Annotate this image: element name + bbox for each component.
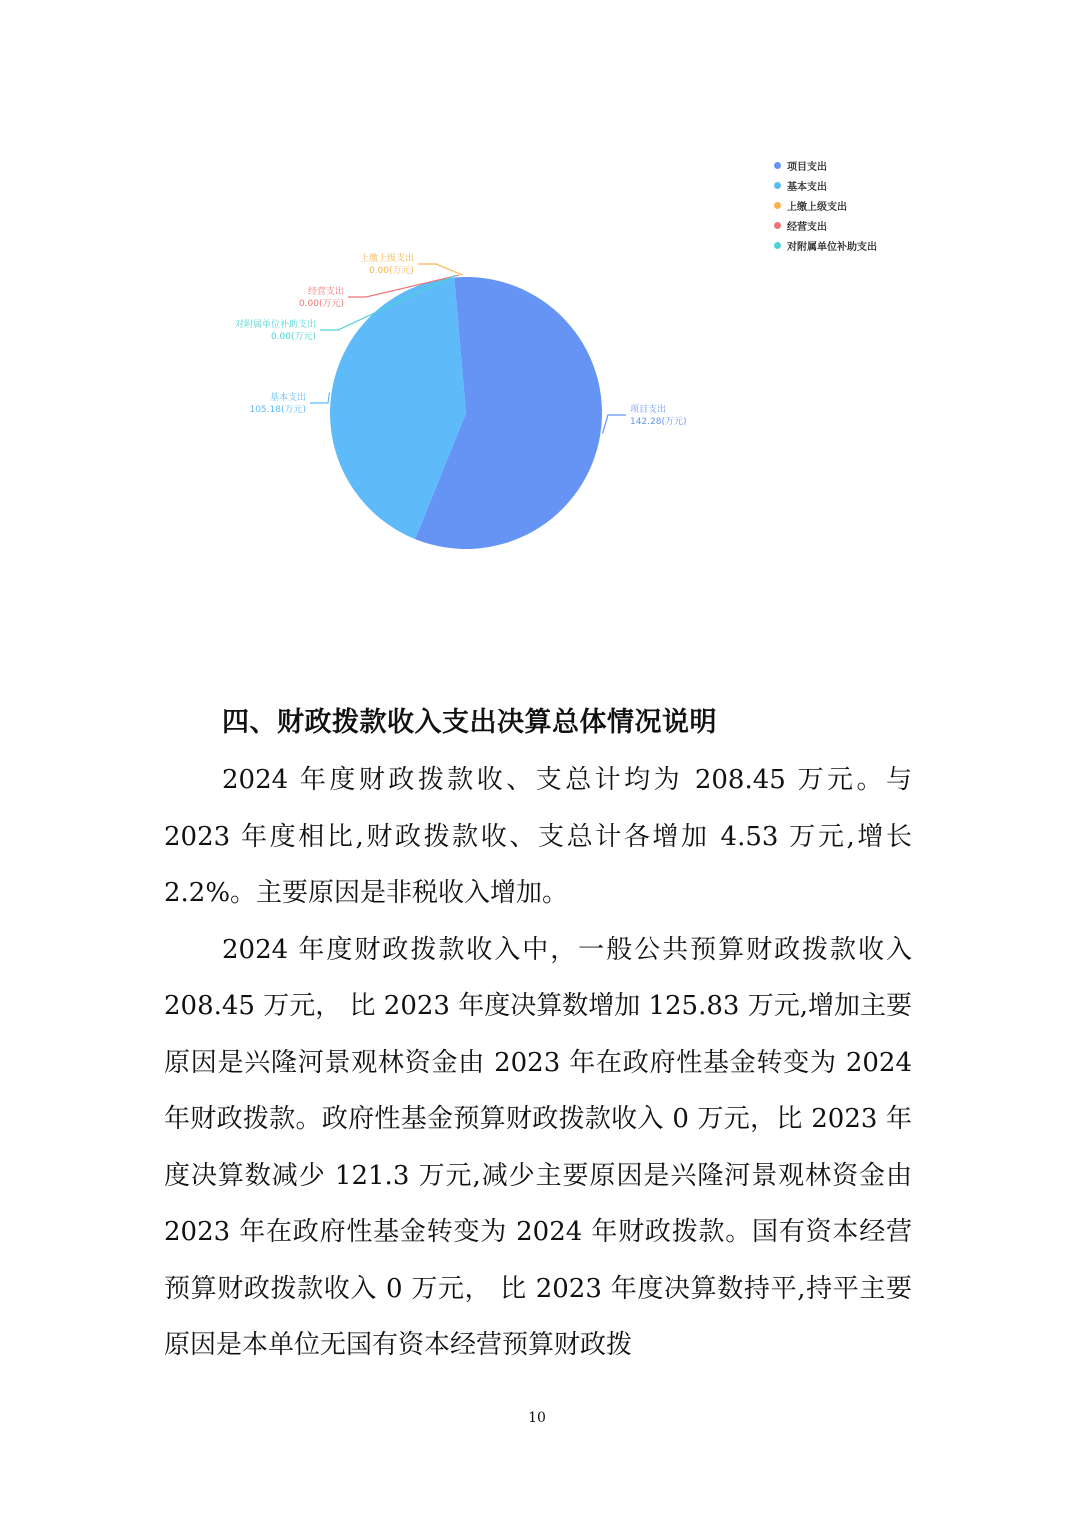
- paragraph: 2024 年度财政拨款收入中，一般公共预算财政拨款收入 208.45 万元， 比 2023 年度决算数增加 125.83 万元,增加主要原因是兴隆河景观林资金由 2023 年在政府性基金转变为 2024 年财政拨款。政府性基金预算财政拨款收入 0 万元，比 2023 年度决算数减少 121.3 万元,减少主要原因是兴隆河景观林资金由 2023 年在政府性基金转变为 2024 年财政拨款。国有资本经营预算财政拨款收入 0 万元， 比 2023 年度决算数持平,持平主要原因是本单位无国有资本经营预算财政拨: [164, 934, 912, 1360]
- slice-name-label: 经营支出: [307, 287, 344, 297]
- pie-chart: [0, 0, 1074, 640]
- legend-item-remit[interactable]: [774, 195, 877, 215]
- chart-legend: [774, 155, 877, 255]
- slice-name-label: 对附属单位补助支出: [234, 320, 316, 330]
- paragraph: 2024 年度财政拨款收、支总计均为 208.45 万元。与 2023 年度相比,财政拨款收、支总计各增加 4.53 万元,增长 2.2%。主要原因是非税收入增加。: [164, 765, 912, 908]
- legend-item-operating[interactable]: [774, 215, 877, 235]
- legend-item-subsidy[interactable]: [774, 235, 877, 255]
- slice-value-label: 0.00(万元): [270, 332, 316, 342]
- section-heading: 四、财政拨款收入支出决算总体情况说明: [222, 707, 717, 738]
- page-number: 10: [528, 1410, 546, 1426]
- legend-label: 项目支出: [787, 161, 827, 173]
- legend-label: 基本支出: [787, 181, 827, 193]
- legend-label: 上缴上级支出: [787, 201, 847, 213]
- legend-dot: [774, 202, 781, 209]
- slice-name-label: 基本支出: [269, 393, 306, 403]
- legend-item-project[interactable]: [774, 155, 877, 175]
- slice-name-label: 上缴上级支出: [359, 254, 414, 264]
- legend-dot: [774, 242, 781, 249]
- legend-dot: [774, 162, 781, 169]
- legend-label: 经营支出: [787, 221, 827, 233]
- slice-name-label: 项目支出: [630, 405, 667, 415]
- slice-value-label: 105.18(万元): [249, 405, 306, 415]
- legend-label: 对附属单位补助支出: [787, 241, 877, 253]
- slice-value-label: 0.00(万元): [298, 299, 344, 309]
- slice-value-label: 0.00(万元): [368, 266, 414, 276]
- callout-line: [310, 393, 330, 403]
- legend-item-basic[interactable]: [774, 175, 877, 195]
- legend-dot: [774, 222, 781, 229]
- legend-dot: [774, 182, 781, 189]
- callout-line: [418, 264, 462, 275]
- callout-line: [603, 415, 627, 433]
- slice-value-label: 142.28(万元): [630, 417, 687, 427]
- body-text: [164, 752, 912, 1374]
